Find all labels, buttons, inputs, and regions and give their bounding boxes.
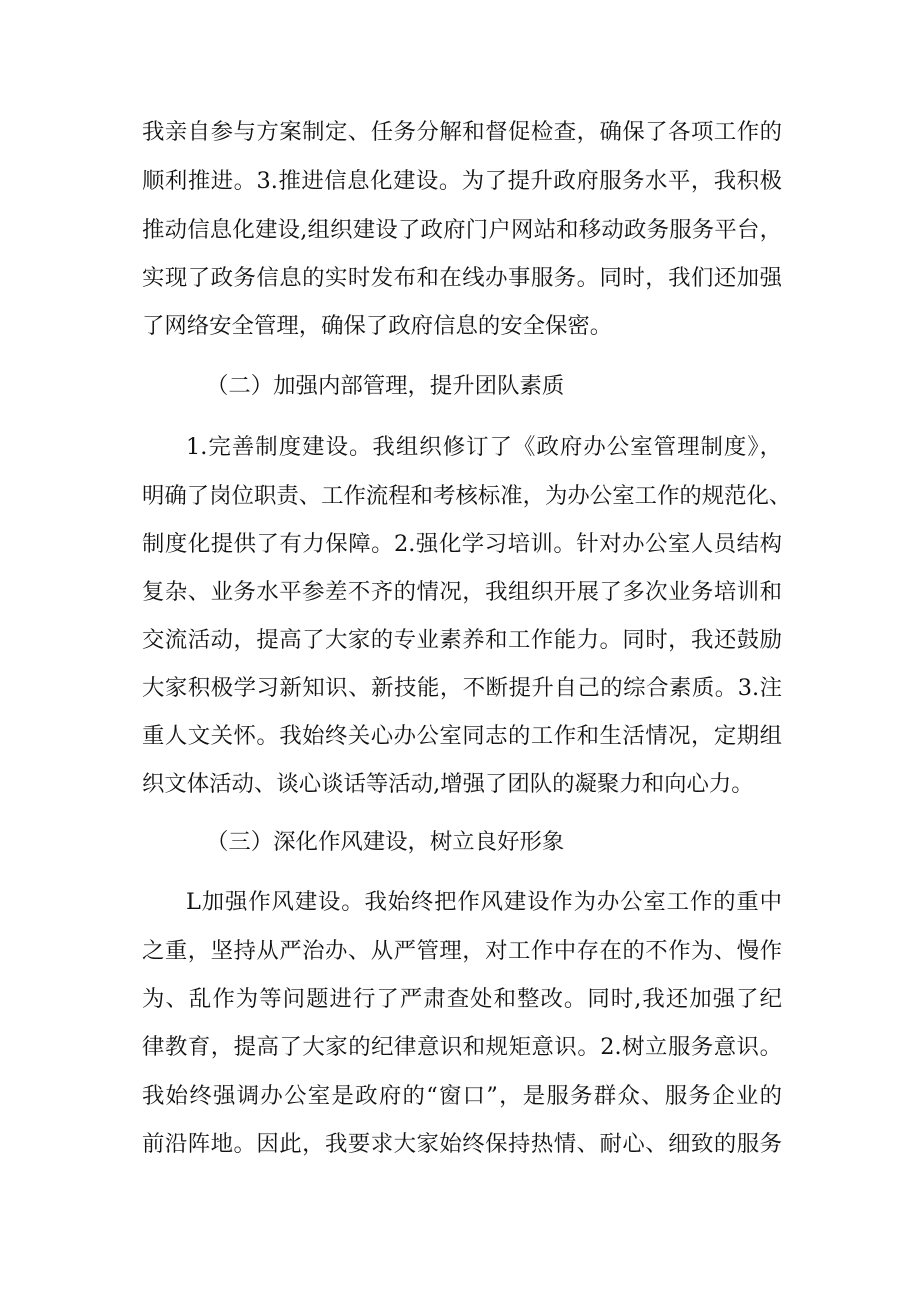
paragraph-3-line-5: 我始终强调办公室是政府的“窗口”，是服务群众、服务企业的	[142, 1083, 782, 1109]
section-heading-2: （二）加强内部管理，提升团队素质	[206, 373, 565, 399]
paragraph-3-line-4: 律教育，提高了大家的纪律意识和规矩意识。2.树立服务意识。	[142, 1034, 782, 1060]
paragraph-2-line-8: 织文体活动、谈心谈话等活动,增强了团队的凝聚力和向心力。	[142, 771, 754, 797]
paragraph-2-line-7: 重人文关怀。我始终关心办公室同志的工作和生活情况，定期组	[142, 723, 782, 749]
paragraph-1-line-5: 了网络安全管理，确保了政府信息的安全保密。	[142, 313, 613, 339]
paragraph-2-line-5: 交流活动，提高了大家的专业素养和工作能力。同时，我还鼓励	[142, 627, 782, 653]
paragraph-3-line-1: L加强作风建设。我始终把作风建设作为办公室工作的重中	[186, 889, 782, 915]
paragraph-2-line-4: 复杂、业务水平参差不齐的情况，我组织开展了多次业务培训和	[142, 579, 782, 605]
paragraph-2-line-1: 1.完善制度建设。我组织修订了《政府办公室管理制度》，	[186, 434, 782, 460]
paragraph-2-line-3: 制度化提供了有力保障。2.强化学习培训。针对办公室人员结构	[142, 531, 782, 557]
paragraph-3-line-6: 前沿阵地。因此，我要求大家始终保持热情、耐心、细致的服务	[142, 1131, 782, 1157]
paragraph-1-line-4: 实现了政务信息的实时发布和在线办事服务。同时，我们还加强	[142, 265, 782, 291]
paragraph-2-line-6: 大家积极学习新知识、新技能，不断提升自己的综合素质。3.注	[142, 675, 782, 701]
paragraph-1-line-1: 我亲自参与方案制定、任务分解和督促检查，确保了各项工作的	[142, 119, 782, 145]
paragraph-3-line-2: 之重，坚持从严治办、从严管理，对工作中存在的不作为、慢作	[142, 938, 782, 964]
paragraph-2-line-2: 明确了岗位职责、工作流程和考核标准，为办公室工作的规范化、	[142, 483, 792, 509]
paragraph-1-line-3: 推动信息化建设,组织建设了政府门户网站和移动政务服务平台，	[142, 217, 782, 243]
paragraph-3-line-3: 为、乱作为等问题进行了严肃查处和整改。同时,我还加强了纪	[142, 986, 782, 1012]
paragraph-1-line-2: 顺利推进。3.推进信息化建设。为了提升政府服务水平，我积极	[142, 168, 782, 194]
section-heading-3: （三）深化作风建设，树立良好形象	[206, 829, 565, 855]
